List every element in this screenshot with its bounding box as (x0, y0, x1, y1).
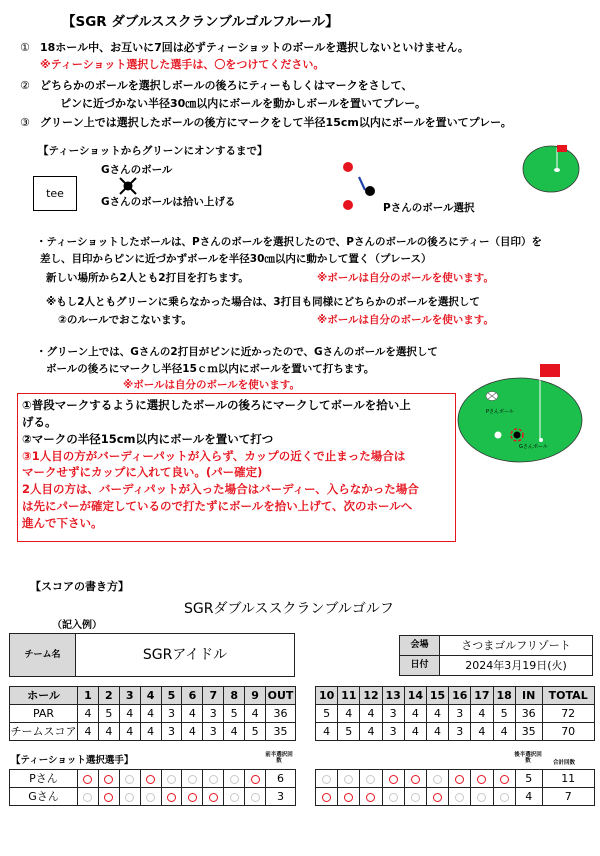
hole-number: 7 (203, 687, 224, 705)
p-selection-cell (203, 770, 224, 788)
para3-line1: ・グリーン上では、Gさんの2打目がピンに近かったので、Gさんのボールを選択して (36, 346, 438, 358)
selected-circle-icon (104, 775, 113, 784)
p-selection-cell (224, 770, 245, 788)
p-selection-cell (140, 770, 161, 788)
score-heading: 【スコアの書き方】 (30, 580, 129, 593)
g-selection-cell (493, 788, 515, 806)
unselected-circle-icon (146, 793, 155, 802)
par-value: 4 (140, 705, 161, 723)
selected-circle-icon (455, 775, 464, 784)
p-selection-cell (426, 770, 448, 788)
g-ball-picked-icon (118, 176, 138, 196)
unselected-circle-icon (500, 793, 509, 802)
hole-number: 11 (338, 687, 360, 705)
p-selection-cell (471, 770, 493, 788)
para3-note: ※ボールは自分のボールを使います。 (123, 379, 300, 391)
selected-circle-icon (188, 793, 197, 802)
par-out: 36 (266, 705, 296, 723)
g-selection-cell (140, 788, 161, 806)
unselected-circle-icon (411, 793, 420, 802)
rule-2-text-2: ピンに近づかない半径30㎝以内にボールを動かしボールを置いてプレー。 (60, 97, 426, 110)
p-selection-cell (119, 770, 140, 788)
unselected-circle-icon (167, 775, 176, 784)
p-selection-cell (161, 770, 182, 788)
hole-number: 13 (382, 687, 404, 705)
back-par-row (316, 705, 595, 723)
back-team-score-row (316, 723, 595, 741)
tee-select-heading: 【ティーショット選択選手】 (11, 755, 134, 766)
example-label: （記入例） (52, 620, 102, 631)
team-score-out: 35 (266, 723, 296, 741)
para1-line3: 新しい場所から2人とも2打目を打ちます。 (46, 272, 249, 284)
par-in: 36 (515, 705, 542, 723)
rule-1-number: ① (20, 41, 30, 54)
para3-line2: ボールの後ろにマークし半径15ｃｍ以内にボールを置いて打ちます。 (46, 363, 375, 375)
g-front-count: 3 (266, 788, 296, 806)
small-green-icon (521, 142, 583, 197)
team-score-value: 4 (224, 723, 245, 741)
hole-number: 6 (182, 687, 203, 705)
hole-label: ホール (10, 687, 78, 705)
note-line-8: 進んで下さい。 (22, 516, 103, 530)
red-ball-top-icon (343, 162, 353, 172)
par-value: 4 (338, 705, 360, 723)
tee-box (33, 176, 77, 211)
para1-line2: 差し、目印からピンに近づかずボールを半径30㎝以内に動かして置く（プレース） (40, 253, 432, 265)
selected-circle-icon (209, 793, 218, 802)
g-selection-cell (404, 788, 426, 806)
red-ball-bottom-icon (343, 200, 353, 210)
p-selection-cell (245, 770, 266, 788)
selected-circle-icon (477, 775, 486, 784)
green-g-ball-label: Gさんボール (519, 444, 548, 450)
p-selection-cell (338, 770, 360, 788)
g-selection-cell (449, 788, 471, 806)
front-nine-table (9, 686, 296, 741)
para1-line1: ・ティーショットしたボールは、Pさんのボールを選択したので、Pさんのボールの後ろにティー（目印）を (36, 236, 542, 248)
selected-circle-icon (104, 793, 113, 802)
back-hole-row (316, 687, 595, 705)
par-value: 4 (471, 705, 493, 723)
g-player-label: Gさん (10, 788, 78, 806)
par-value: 4 (360, 705, 382, 723)
par-value: 5 (316, 705, 338, 723)
rule-3-number: ③ (20, 116, 30, 129)
team-score-value: 3 (449, 723, 471, 741)
rule-2-number: ② (20, 79, 30, 92)
team-score-value: 4 (426, 723, 448, 741)
green-p-ball-label: Pさんボール (486, 409, 514, 415)
par-value: 3 (203, 705, 224, 723)
front-hole-row (10, 687, 296, 705)
g-selection-cell (338, 788, 360, 806)
unselected-circle-icon (455, 793, 464, 802)
selected-circle-icon (433, 793, 442, 802)
back-p-row (316, 770, 595, 788)
section-heading-tee-to-green: 【ティーショットからグリーンにオンするまで】 (38, 145, 268, 157)
back-count-header: 後半選択回数 (514, 752, 542, 764)
p-selection-cell (360, 770, 382, 788)
note-line-5: マークせずにカップに入れて良い。(パー確定) (22, 465, 263, 479)
p-selection-cell (182, 770, 203, 788)
total-label: TOTAL (542, 687, 594, 705)
selected-circle-icon (251, 775, 260, 784)
team-name-table (9, 633, 295, 677)
rule-2-text-1: どちらかのボールを選択しボールの後ろにティーもしくはマークをさして、 (40, 79, 413, 92)
back-nine-table (315, 686, 595, 741)
selected-circle-icon (389, 775, 398, 784)
hole-number: 16 (449, 687, 471, 705)
unselected-circle-icon (230, 793, 239, 802)
front-par-row (10, 705, 296, 723)
g-total-count: 7 (542, 788, 594, 806)
note-line-4: ③1人目の方がバーディーパットが入らず、カップの近くで止まった場合は (22, 449, 406, 463)
par-value: 5 (493, 705, 515, 723)
note-line-6: 2人目の方は、バーディパットが入った場合はバーディー、入らなかった場合 (22, 482, 419, 496)
unselected-circle-icon (188, 775, 197, 784)
p-selection-cell (316, 770, 338, 788)
g-selection-cell (119, 788, 140, 806)
rule-3-text: グリーン上では選択したボールの後方にマークをして半径15cm以内にボールを置いてプレー。 (40, 116, 512, 129)
hole-number: 12 (360, 687, 382, 705)
par-value: 3 (449, 705, 471, 723)
p-front-count: 6 (266, 770, 296, 788)
p-selection-cell (382, 770, 404, 788)
team-score-value: 4 (182, 723, 203, 741)
p-selection-cell (78, 770, 99, 788)
team-score-value: 3 (161, 723, 182, 741)
par-label: PAR (10, 705, 78, 723)
p-selection-cell (404, 770, 426, 788)
unselected-circle-icon (125, 775, 134, 784)
unselected-circle-icon (344, 775, 353, 784)
unselected-circle-icon (366, 775, 375, 784)
par-value: 4 (78, 705, 99, 723)
hole-number: 1 (78, 687, 99, 705)
g-selection-cell (245, 788, 266, 806)
team-score-value: 4 (493, 723, 515, 741)
p-selection-cell (98, 770, 119, 788)
back-selection-table (315, 769, 595, 806)
tee-marker-icon (359, 177, 365, 190)
team-score-value: 4 (360, 723, 382, 741)
rule-1-text: 18ホール中、お互いに7回は必ずティーショットのボールを選択しないといけません。 (40, 41, 469, 54)
hole-number: 17 (471, 687, 493, 705)
hole-number: 14 (404, 687, 426, 705)
par-value: 3 (161, 705, 182, 723)
p-total-count: 11 (542, 770, 594, 788)
g-ball-label: Gさんのボール (101, 164, 173, 176)
front-selection-table (9, 769, 296, 806)
g-selection-cell (360, 788, 382, 806)
venue-value: さつまゴルフリゾート (440, 636, 593, 656)
hole-number: 15 (426, 687, 448, 705)
team-score-value: 4 (471, 723, 493, 741)
team-score-value: 5 (338, 723, 360, 741)
g-selection-cell (161, 788, 182, 806)
date-label: 日付 (400, 656, 440, 676)
selected-circle-icon (344, 793, 353, 802)
rule-1-note: ※ティーショット選択した選手は、〇をつけてください。 (40, 58, 325, 71)
par-value: 4 (404, 705, 426, 723)
note-line-3: ②マークの半径15cm以内にボールを置いて打つ (22, 432, 274, 446)
tee-label: tee (46, 187, 64, 200)
in-label: IN (515, 687, 542, 705)
p-ball-icon (365, 186, 375, 196)
large-green-icon (455, 357, 585, 467)
p-selection-cell (493, 770, 515, 788)
par-value: 3 (382, 705, 404, 723)
hole-number: 10 (316, 687, 338, 705)
team-score-value: 3 (382, 723, 404, 741)
hole-number: 3 (119, 687, 140, 705)
g-selection-cell (471, 788, 493, 806)
g-selection-cell (224, 788, 245, 806)
unselected-circle-icon (209, 775, 218, 784)
selected-circle-icon (500, 775, 509, 784)
team-score-in: 35 (515, 723, 542, 741)
hole-number: 5 (161, 687, 182, 705)
g-selection-cell (382, 788, 404, 806)
hole-number: 4 (140, 687, 161, 705)
unselected-circle-icon (433, 775, 442, 784)
team-score-value: 5 (245, 723, 266, 741)
selected-circle-icon (83, 775, 92, 784)
back-g-row (316, 788, 595, 806)
para2-note: ※ボールは自分のボールを使います。 (317, 314, 494, 326)
unselected-circle-icon (83, 793, 92, 802)
venue-date-table (399, 635, 593, 676)
hole-number: 8 (224, 687, 245, 705)
par-value: 4 (245, 705, 266, 723)
unselected-circle-icon (125, 793, 134, 802)
team-score-value: 4 (78, 723, 99, 741)
team-score-value: 4 (140, 723, 161, 741)
front-g-row (10, 788, 296, 806)
out-label: OUT (266, 687, 296, 705)
team-score-value: 4 (404, 723, 426, 741)
team-score-value: 4 (98, 723, 119, 741)
front-p-row (10, 770, 296, 788)
note-line-7: は先にパーが確定しているので打たずにボールを拾い上げて、次のホールへ (22, 499, 413, 513)
hole-number: 18 (493, 687, 515, 705)
p-back-count: 5 (515, 770, 542, 788)
par-value: 4 (182, 705, 203, 723)
par-total: 72 (542, 705, 594, 723)
para2-line2: ②のルールでおこないます。 (58, 314, 192, 326)
g-selection-cell (182, 788, 203, 806)
unselected-circle-icon (477, 793, 486, 802)
unselected-circle-icon (230, 775, 239, 784)
par-value: 4 (426, 705, 448, 723)
g-selection-cell (316, 788, 338, 806)
para2-line1: ※もし2人ともグリーンに乗らなかった場合は、3打目も同様にどちらかのボールを選択して (46, 296, 480, 308)
p-ball-select-label: Pさんのボール選択 (383, 202, 475, 214)
front-count-header: 前半選択回数 (265, 752, 293, 764)
team-score-total: 70 (542, 723, 594, 741)
score-card-title: SGRダブルススクランブルゴルフ (184, 601, 394, 617)
para1-note: ※ボールは自分のボールを使います。 (317, 272, 494, 284)
team-score-value: 4 (119, 723, 140, 741)
g-ball-pickup-label: Gさんのボールは拾い上げる (101, 196, 236, 208)
g-selection-cell (203, 788, 224, 806)
selected-circle-icon (167, 793, 176, 802)
p-player-label: Pさん (10, 770, 78, 788)
g-selection-cell (78, 788, 99, 806)
venue-label: 会場 (400, 636, 440, 656)
total-count-header: 合計回数 (553, 760, 576, 766)
team-name-value: SGRアイドル (76, 634, 295, 677)
note-line-1: ①普段マークするように選択したボールの後ろにマークしてボールを拾い上 (22, 398, 411, 412)
par-value: 4 (119, 705, 140, 723)
team-name-label: チーム名 (10, 634, 76, 677)
date-value: 2024年3月19日(火) (440, 656, 593, 676)
selected-circle-icon (366, 793, 375, 802)
page-title: 【SGR ダブルススクランブルゴルフルール】 (62, 14, 339, 30)
g-selection-cell (98, 788, 119, 806)
par-value: 5 (98, 705, 119, 723)
team-score-value: 4 (316, 723, 338, 741)
g-selection-cell (426, 788, 448, 806)
team-score-value: 3 (203, 723, 224, 741)
hole-number: 2 (98, 687, 119, 705)
p-selection-cell (449, 770, 471, 788)
hole-number: 9 (245, 687, 266, 705)
note-line-2: げる。 (22, 415, 57, 429)
selected-circle-icon (411, 775, 420, 784)
g-back-count: 4 (515, 788, 542, 806)
unselected-circle-icon (389, 793, 398, 802)
unselected-circle-icon (251, 793, 260, 802)
selected-circle-icon (322, 793, 331, 802)
ball-selection-diagram (336, 156, 386, 216)
par-value: 5 (224, 705, 245, 723)
team-score-label: チームスコア (10, 723, 78, 741)
selected-circle-icon (146, 775, 155, 784)
front-team-score-row (10, 723, 296, 741)
unselected-circle-icon (322, 775, 331, 784)
